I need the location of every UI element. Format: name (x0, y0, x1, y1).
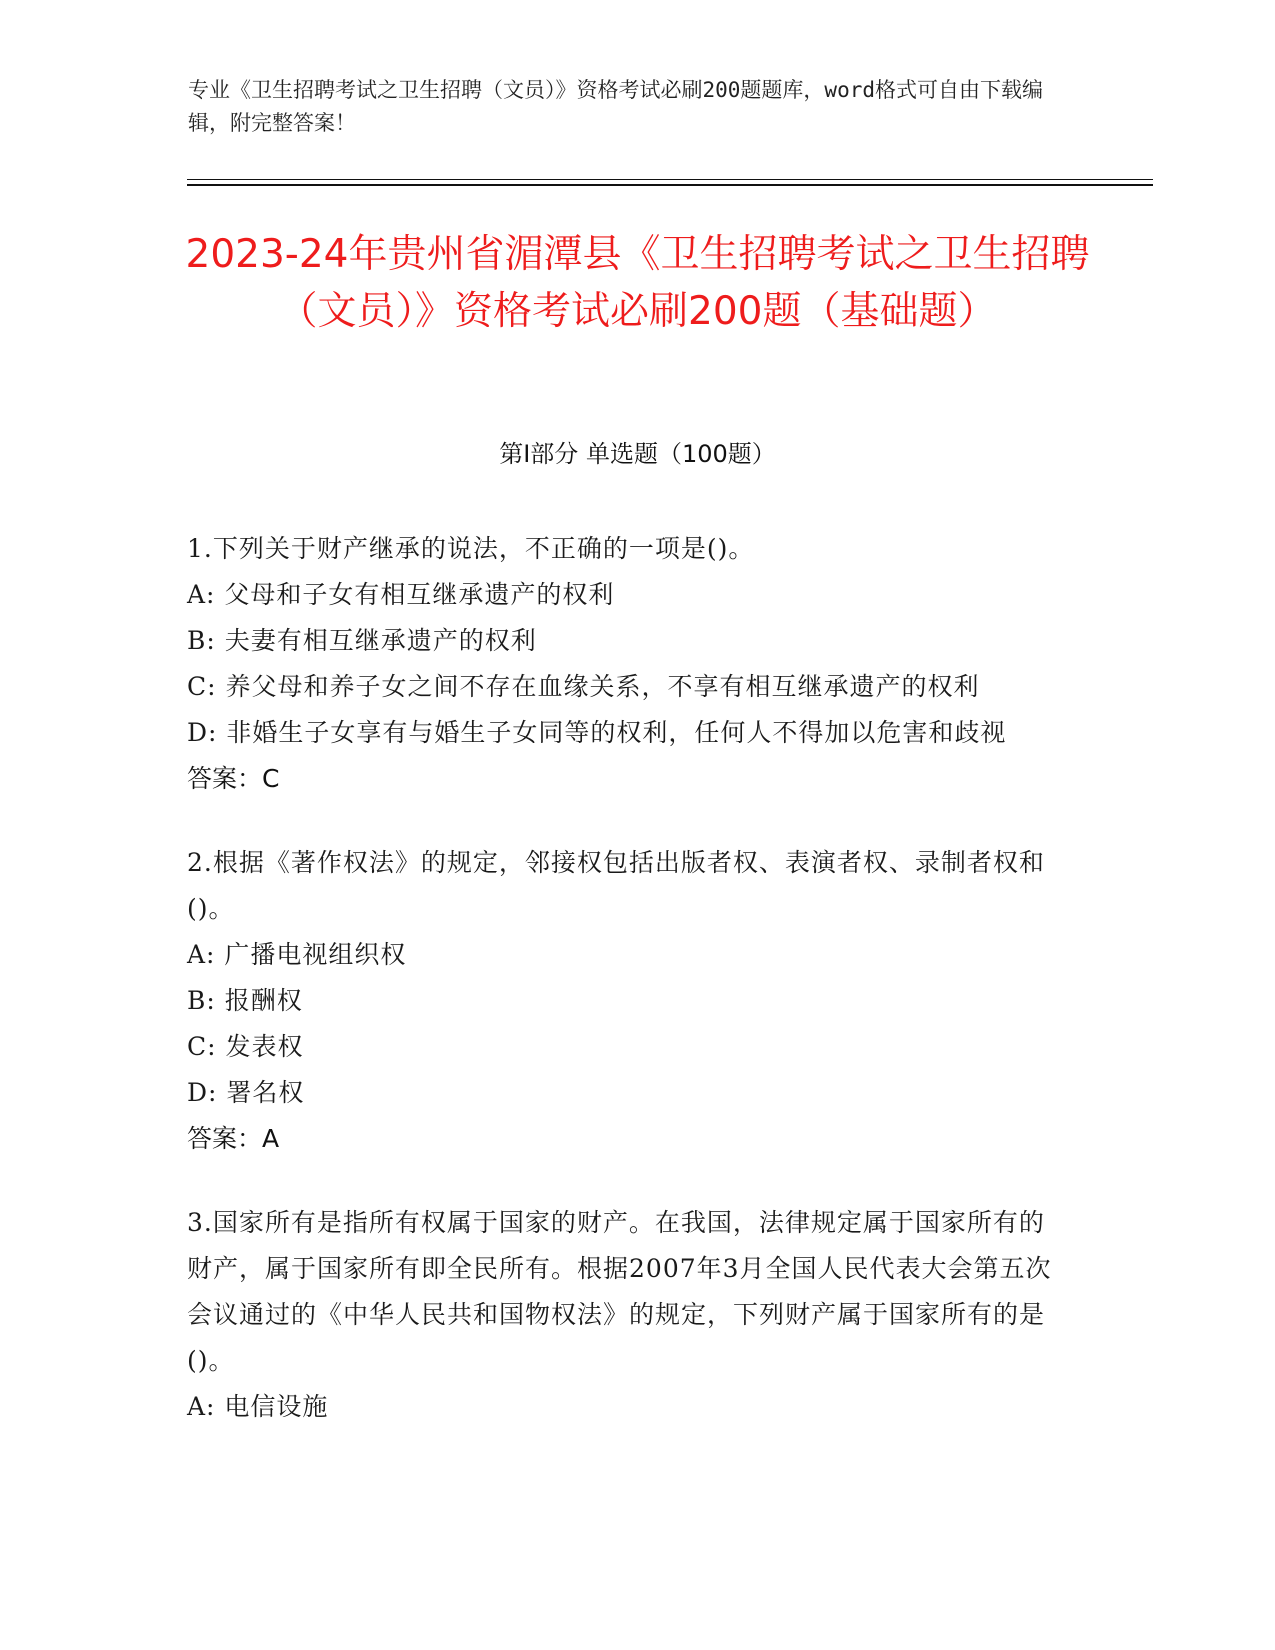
answer-key: 答案：C (187, 764, 280, 793)
question-1 (187, 526, 1067, 802)
option-c: C: 发表权 (187, 1032, 304, 1061)
section-heading: 第I部分 单选题（100题） (499, 440, 776, 468)
question-stem: 1.下列关于财产继承的说法，不正确的一项是()。 (187, 534, 755, 563)
document-title: 2023-24年贵州省湄潭县《卫生招聘考试之卫生招聘（文员）》资格考试必刷200题（基础题） (185, 232, 1090, 334)
option-a: A: 广播电视组织权 (187, 940, 407, 969)
option-d: D: 非婚生子女享有与婚生子女同等的权利，任何人不得加以危害和歧视 (187, 718, 1007, 747)
option-b: B: 夫妻有相互继承遗产的权利 (187, 626, 537, 655)
header-note: 专业《卫生招聘考试之卫生招聘（文员）》资格考试必刷200题题库，word格式可自由下载编辑，附完整答案！ (188, 78, 1043, 135)
header-divider-top (187, 179, 1153, 180)
question-2 (187, 840, 1067, 1162)
answer-key: 答案：A (187, 1124, 280, 1153)
option-a: A: 电信设施 (187, 1392, 329, 1421)
option-d: D: 署名权 (187, 1078, 305, 1107)
question-list (187, 526, 1067, 1468)
header-divider-bottom (187, 184, 1153, 186)
option-b: B: 报酬权 (187, 986, 303, 1015)
option-c: C: 养父母和养子女之间不存在血缘关系，不享有相互继承遗产的权利 (187, 672, 980, 701)
question-stem: 2.根据《著作权法》的规定，邻接权包括出版者权、表演者权、录制者权和()。 (187, 848, 1045, 923)
option-a: A: 父母和子女有相互继承遗产的权利 (187, 580, 615, 609)
question-stem: 3.国家所有是指所有权属于国家的财产。在我国，法律规定属于国家所有的财产，属于国家所有即全民所有。根据2007年3月全国人民代表大会第五次会议通过的《中华人民共和国物权法》的规定，下列财产属于国家所有的是()。 (187, 1208, 1052, 1375)
question-3 (187, 1200, 1067, 1430)
